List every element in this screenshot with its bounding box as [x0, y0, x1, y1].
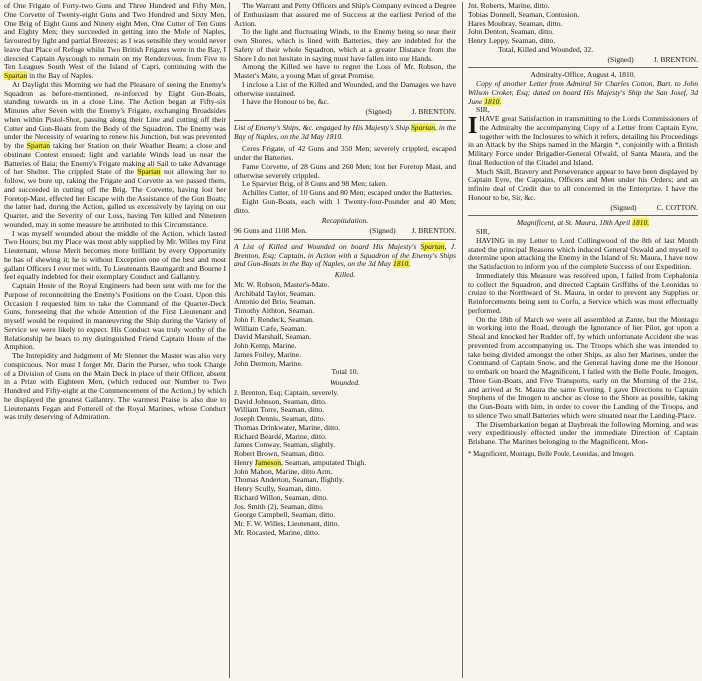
killed-list: [234, 281, 456, 369]
paragraph-captain-wounded: I was myself wounded about the middle of the Action, which lasted Two Hours; but my Place was most ably supplied by Mr. Willes my First Lieutenant, whose Merit becomes more brilliant by every Opportunity he has of shewing it; he is without Exception one of the best and most gallant Officers I ever met with. To Lieutenants Baumgardt and Bourne I feel equally indebted for their exemplary Conduct and Gallantry.: [4, 228, 226, 282]
wounded-list-item: Henry Scully, Seaman, ditto.: [234, 485, 322, 493]
wounded-list-item: Jnt. Roberts, Marine, ditto.: [468, 2, 550, 10]
divider: [468, 215, 698, 216]
highlight-year: 1810.: [484, 96, 502, 106]
wounded-title: Wounded.: [330, 378, 360, 387]
wounded-list-item: J. Brenton, Esq; Captain, severely.: [234, 388, 339, 397]
column-1: [4, 2, 226, 679]
wounded-list-item: Thomas Drinkwater, Marine, ditto.: [234, 423, 340, 432]
paragraph-inclose-list: I inclose a List of the Killed and Wounded, and the Damages we have otherwise sustained.: [234, 79, 456, 98]
recapitulation-line: 96 Guns and 1108 Men. (Signed) J. BRENTON.: [234, 226, 456, 235]
highlight-spartan: Spartan: [420, 241, 445, 251]
casualty-list-heading: A List of Killed and Wounded on board His Majesty's Spartan, J. Brenton, Esq; Captain, in Action with a Squadron of the Enemy's Ships and Gun-Boats in the Bay of Naples, on the 3d May 1810.: [234, 241, 456, 269]
column-rule-left: [229, 2, 230, 678]
enemy-gun-boats: Eight Gun-Boats, each with 1 Twenty-four-Pounder and 40 Men; ditto.: [234, 196, 456, 215]
highlight-spartan: Spartan: [4, 71, 28, 80]
paragraph-winds: To the light and fluctuating Winds, to the Enemy being so near their own Shores, which is lined with Batteries, they are indebted for the Safety of their whole Squadron, which at a greater Distance from the Shore I do not hesitate in saying must have fallen into our Hands.: [234, 27, 456, 63]
wounded-list: [234, 389, 456, 459]
salutation: SIR,: [476, 227, 490, 236]
magnificent-dateline: Magnificent, at St. Maura, 18th April 1810.: [516, 218, 650, 228]
killed-list-item: Timothy Aithton, Seaman.: [234, 307, 315, 315]
highlight-spartan: Spartan: [26, 141, 50, 150]
wounded-list-item: John Denton, Seaman, ditto.: [468, 28, 555, 37]
footnote-ships: * Magnificent, Montagu, Belle Poule, Leonidas, and Imogen.: [468, 450, 635, 458]
paragraph-master-purser: The Intrepidity and Judgment of Mr Slenner the Master was also very conspicuous. Nor must I forget Mr. Darin the Purser, who took Charge of a Division of Guns on the Main Deck in place of their Officer, absent in a Prize with Eighteen Men, (which reduced our Number to Two Hundred and Fifty-eight at the Commencement of the Action,) by which he displayed the greatest Gallantry. The warmest Praise is also due to Lieutenants Fegan and Fotterell of the Royal Marines, whose Conduct was truly deserving of Admiration.: [4, 351, 226, 422]
divider: [234, 239, 456, 240]
killed-total: Total 10.: [331, 367, 359, 377]
killed-list-item: Antonio del Brio, Seaman.: [234, 298, 316, 307]
divider: [468, 67, 698, 68]
salutation: SIR,: [476, 105, 490, 115]
killed-list-item: William Cæfe, Seaman.: [234, 324, 307, 333]
paragraph-zante: On the 18th of March we were all assembled at Zante, but the Montagu in working into the Road, through the Ignorance of her Pilot, got upon a Shoal and knocked her Rudder off, by which unfortunate Accident she was prevented from accompanying us. The Troops which she was intended to take being divided amongst the other Ships, as also her Marines, under the Command of Captain Snow, and the General having done me the Honour to embark on board the Magnificent, I failed with the Belle Poule, Imogen, Three Gun-Boats, and Five Transports, early on the Morning of the 21st, and arrived at St. Maura the same Evening. I gave Directions to Captain Stephens of the Imogen to anchor as close to the Shore as possible, taking the Gun-Boats with him, in order to cover the Landing of the Troops, and to silence Two small Batteries which were situated near the Landing-Place.: [468, 314, 698, 420]
divider: [234, 120, 456, 121]
highlight-year: 1810.: [393, 259, 411, 269]
wounded-henry-jameson: Henry Jameson, Seaman, amputated Thigh.: [234, 458, 367, 467]
enemy-ship-achilles: Achilles Cutter, of 10 Guns and 80 Men; escaped under the Batteries.: [242, 188, 453, 197]
drop-cap: I: [468, 113, 478, 139]
killed-list-item: James Foiley, Marine.: [234, 350, 301, 359]
killed-list-item: John Dermon, Marine.: [234, 359, 303, 368]
wounded-list-item: Robert Brown, Seaman, ditto.: [234, 450, 325, 458]
killed-list-item: Mr. W. Robson, Master's-Mate.: [234, 280, 330, 289]
paragraph-captain-hoste: Captain Hoste of the Royal Engineers had been sent with me for the Purpose of reconnoitring the Enemy's Positions on the Coast. Upon this Occasion I requested him to take the Command of the Quarter-Deck Guns, foreseeing that the whole Attention of the First Lieutenant and myself would be required in manœuvring the Ship during the Variety of Service we were likely to expect. His Conduct was truly worthy of the Relationship he bears to my distinguished Friend Captain Hoste of the Amphion.: [4, 281, 226, 352]
enemy-list-heading: List of Enemy's Ships, &c. engaged by His Majesty's Ship Spartan, in the Bay of Naples, on the 3d May 1810.: [234, 122, 456, 141]
recapitulation-title: Recapitulation.: [321, 216, 369, 226]
wounded-list-item: Mr. Rocasted, Marine, ditto.: [234, 528, 320, 537]
enemy-ship-ceres: Ceres Frigate, of 42 Guns and 350 Men; severely crippled, escaped under the Batteries.: [234, 144, 456, 162]
wounded-list-item: David Johnson, Seaman, ditto.: [234, 397, 327, 406]
wounded-list-item: Richard Beardé, Marine, ditto.: [234, 432, 327, 441]
wounded-list-continued: [468, 2, 698, 46]
wounded-list-item: Jos. Smith (2), Seaman, ditto.: [234, 502, 324, 511]
column-rule-right: [462, 2, 463, 678]
killed-list-item: Archibald Taylor, Seaman.: [234, 289, 316, 298]
highlight-year: 1810.: [632, 218, 650, 228]
enemy-ship-sparvier: Le Sparvier Brig, of 8 Guns and 98 Men; taken.: [242, 179, 388, 189]
wounded-list-item: Tobias Donnell, Seaman, Contusion.: [468, 10, 580, 19]
killed-list-item: John Kemp, Marine.: [234, 342, 297, 350]
admiralty-dateline: Admiralty-Office, August 4, 1810.: [530, 70, 636, 80]
paragraph-skill-bravery: Much Skill, Bravery and Perseverance appear to have been displayed by Captain Eyre, the Captains, Officers and Men under his Orders; and an infinite deal of Credit due to all concerned in the Enterprize. I have the Honour to be, Sir, &c.: [468, 166, 698, 202]
wounded-list-item: Thomas Anderton, Seaman, flightly.: [234, 476, 345, 485]
paragraph-satisfaction: IHAVE great Satisfaction in transmitting to the Lords Commissioners of the Admiralty the accompanying Copy of a Letter from Captain Eyre, together with the Inclosures to which it refers, detailing his Proceedings in an Attack by the Ships named in the Margin *, conjointly with a British Military Force under Brigadier-General Ofwald, of Santa Maura, and the final Reduction of the Citadel and Island.: [468, 113, 698, 167]
column-3: [468, 2, 698, 679]
killed-title: Killed.: [334, 270, 356, 279]
wounded-list-item: James Conway, Seaman, slightly.: [234, 441, 336, 450]
wounded-list-item: Mr. F. W. Willes, Lieutenant, ditto.: [234, 520, 340, 528]
paragraph-having: HAVING in my Letter to Lord Collingwood of the 8th of last Month stated the principal Reasons which induced General Oswald and myself to determine upon attacking the Enemy in the Island of St. Maura, I have now the Satisfaction to inform you of the complete Success of our Expedition.: [468, 235, 698, 271]
paragraph-warrant-officers: The Warrant and Petty Officers and Ship's Company evinced a Degree of Enthusiasm that assured me of Success at the earliest Period of the Action.: [234, 2, 456, 28]
killed-list-item: David Marshall, Seaman.: [234, 333, 312, 342]
wounded-list-item: John Mahon, Marine, ditto Arm.: [234, 467, 333, 476]
killed-list-item: John F. Rendeck, Seaman.: [234, 315, 314, 324]
signature-brenton: (Signed) J. BRENTON.: [607, 54, 698, 64]
closing-honour: I have the Honour to be, &c.: [242, 97, 329, 107]
wounded-list-item: George Campbell, Seaman, ditto.: [234, 511, 336, 520]
paragraph-action-begins: At Daylight this Morning we had the Pleasure of seeing the Enemy's Squadron as before-mentioned, re-inforced by Eight Gun-Boats, standing towards us in a close Line. The Action began at Fifty-six Minutes after Seven with the Enemy's Frigate, exchanging Broadsides when within Pistol-Shot, passing along their Line and cutting off their Cutter and Gun-Boats from the Body of the Squadron. The Enemy was under the Necessity of wearing to renew his Junction, but was prevented by the Spartan taking her Station on their Weather Beam; a close and obstinate Contest ensued; light and variable Winds lead us near the Batteries of Baia; the Enemy's Frigate making all Sail to take Advantage of her Shelter. The crippled State of the Spartan not allowing her to follow, we bore up, raking the Frigate and Corvette as we passed them, and succeeded in cutting off the Brig. The Corvette, having lost her Foretop-Mast, effected her Escape with the Assistance of the Gun Boats; the latter had, during the Action, galled us excessively by laying on our Quarter, and the Severity of our Loss, having Ten killed and Nineteen wounded, may in some measure be attributed to this Circumstance.: [4, 79, 226, 229]
paragraph-killed-regret: Among the Killed we have to regret the Loss of Mr. Robson, the Master's Mate, a young Man of great Promise.: [234, 62, 456, 80]
wounded-list: [234, 468, 456, 538]
wounded-list-item: Joseph Dennis, Seaman, ditto.: [234, 415, 326, 423]
paragraph-disembarkation: The Disembarkation began at Daybreak the following Morning, and was very expeditiously effected under the immediate Direction of Captain Brisbane. The Marines belonging to the Magnificent, Mon-: [468, 419, 698, 446]
signature-cotton: (Signed) C. COTTON.: [610, 202, 698, 212]
copy-letter-heading: Copy of another Letter from Admiral Sir Charles Cotton, Bart. to John Wilson Croker, Esq; dated on board His Majesty's Ship the San Josef, 3d June 1810.: [468, 79, 698, 106]
signature-brenton: (Signed) J. BRENTON.: [365, 107, 456, 116]
wounded-list-item: Henry Leppy, Seaman, ditto.: [468, 37, 556, 45]
highlight-spartan: Spartan: [410, 122, 436, 132]
paragraph-enemy-squadron: of One Frigate of Forty-two Guns and Three Hundred and Fifty Men, One Corvette of Twenty-eight Guns and Two Hundred and Sixty Men, One Brig of Eight Guns and Ninety eight Men, One Cutter of Ten Guns and Eighty Men; they succeeded in getting into the Mole of Naples, favoured by light and partial Breezes; as I was sensible they would never leave that Place of Refuge whilst Two British Frigates were in the Bay, I directed Captain Ayscough to remain on my Rendezvous, from Five to Ten Leagues South West of the Island of Capri, continuing with the Spartan in the Bay of Naples.: [4, 2, 226, 80]
total-killed-wounded: Total, Killed and Wounded, 32.: [498, 44, 594, 54]
column-2: [234, 2, 456, 679]
enemy-ship-fame: Fame Corvette, of 28 Guns and 260 Men; lost her Foretop Mast, and otherwise severely crippled.: [234, 161, 456, 180]
highlight-jameson: Jameson: [254, 458, 282, 467]
wounded-list-item: Hares Moubray, Seaman, ditto.: [468, 19, 563, 28]
wounded-list-item: Richard Willon, Seaman, ditto.: [234, 493, 329, 502]
paragraph-cephalonia: Immediately this Measure was resolved upon, I failed from Cephalonia to collect the Squadron, and directed Captain Griffiths of the Leonidas to cruize to the Northward of St. Maura, in order to prevent any Supplies or Reinforcements being sent to Corfu, a Service which was most effectually performed.: [468, 270, 698, 315]
wounded-list-item: William Torre, Seaman, ditto.: [234, 406, 325, 415]
highlight-spartan: Spartan: [137, 167, 161, 177]
